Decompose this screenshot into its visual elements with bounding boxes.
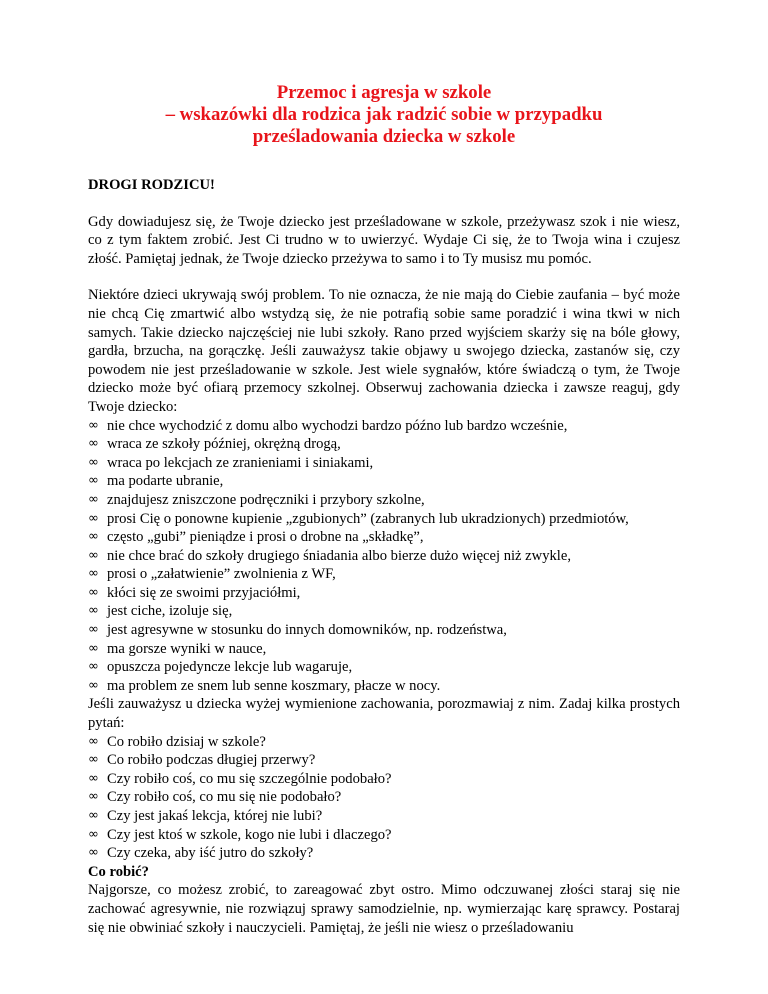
bullet-icon: ∞: [88, 845, 99, 861]
bullet-icon: ∞: [88, 659, 99, 675]
document-page: [88, 82, 680, 937]
document-title: [88, 82, 680, 148]
sign-item: [88, 584, 680, 603]
signs-intro-paragraph: Niektóre dzieci ukrywają swój problem. To nie oznacza, że nie mają do Ciebie zaufania – być może nie chcą Cię zmartwić albo wstydzą się, że nie potrafią sobie same poradzić i wina tkwi w nich samych. Takie dziecko najczęściej nie lubi szkoły. Rano przed wyjściem skarży się na bóle głowy, gardła, brzucha, na gorączkę. Jeśli zauważysz takie objawy u swojego dziecka, zastanów się, czy powodem nie jest prześladowanie w szkole. Jest wiele sygnałów, które świadczą o tym, że Twoje dziecko może być ofiarą przemocy szkolnej. Obserwuj zachowania dziecka i zawsze reaguj, gdy Twoje dziecko:: [88, 287, 680, 415]
question-item: [88, 788, 680, 807]
sign-item-text: prosi Cię o ponowne kupienie „zgubionych” (zabranych lub ukradzionych) przedmiotów,: [107, 510, 629, 527]
question-item: [88, 844, 680, 863]
bullet-icon: ∞: [88, 547, 99, 563]
sign-item-text: prosi o „załatwienie” zwolnienia z WF,: [107, 566, 336, 583]
sign-item: [88, 602, 680, 621]
question-item: [88, 751, 680, 770]
sign-item: [88, 491, 680, 510]
sign-item: [88, 677, 680, 696]
question-item-text: Co robiło dzisiaj w szkole?: [107, 733, 266, 750]
bullet-icon: ∞: [88, 826, 99, 842]
title-line-2: – wskazówki dla rodzica jak radzić sobie w przypadku: [165, 104, 603, 125]
sign-item-text: opuszcza pojedyncze lekcje lub wagaruje,: [107, 659, 353, 676]
question-item: [88, 733, 680, 752]
sign-item-text: wraca po lekcjach ze zranieniami i siniakami,: [107, 454, 374, 471]
question-item-text: Czy jest ktoś w szkole, kogo nie lubi i dlaczego?: [107, 826, 392, 843]
sign-item-text: ma problem ze snem lub senne koszmary, płacze w nocy.: [107, 677, 441, 694]
sign-item: [88, 528, 680, 547]
sign-item-text: nie chce wychodzić z domu albo wychodzi bardzo późno lub bardzo wcześnie,: [107, 417, 568, 434]
sign-item: [88, 658, 680, 677]
bullet-icon: ∞: [88, 454, 99, 470]
sign-item-text: nie chce brać do szkoły drugiego śniadania albo bierze dużo więcej niż zwykle,: [107, 547, 571, 564]
question-item: [88, 770, 680, 789]
sign-item-text: często „gubi” pieniądze i prosi o drobne na „składkę”,: [107, 529, 424, 546]
question-item: [88, 826, 680, 845]
sign-item: [88, 565, 680, 584]
bullet-icon: ∞: [88, 510, 99, 526]
bullet-icon: ∞: [88, 677, 99, 693]
question-item: [88, 807, 680, 826]
bullet-icon: ∞: [88, 566, 99, 582]
bullet-icon: ∞: [88, 789, 99, 805]
sign-item-text: ma podarte ubranie,: [107, 473, 224, 490]
bullet-icon: ∞: [88, 752, 99, 768]
bullet-icon: ∞: [88, 603, 99, 619]
bullet-icon: ∞: [88, 436, 99, 452]
bullet-icon: ∞: [88, 770, 99, 786]
question-item-text: Czy robiło coś, co mu się nie podobało?: [107, 789, 342, 806]
question-item-text: Co robiło podczas długiej przerwy?: [107, 752, 316, 769]
sign-item: [88, 472, 680, 491]
sign-item: [88, 510, 680, 529]
greeting-heading: DROGI RODZICU!: [88, 177, 215, 193]
bullet-icon: ∞: [88, 733, 99, 749]
bullet-icon: ∞: [88, 640, 99, 656]
sign-item: [88, 435, 680, 454]
bullet-icon: ∞: [88, 473, 99, 489]
signs-list: [88, 417, 680, 696]
questions-intro-paragraph: Jeśli zauważysz u dziecka wyżej wymienione zachowania, porozmawiaj z nim. Zadaj kilka prostych pytań:: [88, 696, 680, 732]
what-to-do-paragraph: Najgorsze, co możesz zrobić, to zareagować zbyt ostro. Mimo odczuwanej złości staraj się nie zachować agresywnie, nie rozwiązuj sprawy samodzielnie, np. wymierzając karę sprawcy. Postaraj się nie obwiniać szkoły i nauczycieli. Pamiętaj, że jeśli nie wiesz o prześladowaniu: [88, 882, 680, 936]
sign-item: [88, 417, 680, 436]
sign-item-text: jest agresywne w stosunku do innych domowników, np. rodzeństwa,: [107, 622, 507, 639]
bullet-icon: ∞: [88, 491, 99, 507]
question-item-text: Czy jest jakaś lekcja, której nie lubi?: [107, 808, 323, 824]
bullet-icon: ∞: [88, 622, 99, 638]
bullet-icon: ∞: [88, 417, 99, 433]
sign-item: [88, 454, 680, 473]
question-item-text: Czy robiło coś, co mu się szczególnie podobało?: [107, 770, 392, 787]
sign-item-text: ma gorsze wyniki w nauce,: [107, 640, 267, 657]
what-to-do-heading: Co robić?: [88, 863, 149, 880]
intro-paragraph: Gdy dowiadujesz się, że Twoje dziecko jest prześladowane w szkole, przeżywasz szok i nie wiesz, co z tym faktem zrobić. Jest Ci trudno w to uwierzyć. Wydaje Ci się, że to Twoja wina i czujesz złość. Pamiętaj jednak, że Twoje dziecko przeżywa to samo i to Ty musisz mu pomóc.: [88, 213, 680, 267]
bullet-icon: ∞: [88, 584, 99, 600]
question-item-text: Czy czeka, aby iść jutro do szkoły?: [107, 845, 314, 862]
title-line-3: prześladowania dziecka w szkole: [252, 126, 516, 147]
bullet-icon: ∞: [88, 529, 99, 545]
sign-item: [88, 621, 680, 640]
sign-item-text: jest ciche, izoluje się,: [107, 603, 233, 620]
title-line-1: Przemoc i agresja w szkole: [276, 82, 492, 103]
questions-list: [88, 733, 680, 863]
sign-item-text: wraca ze szkoły później, okrężną drogą,: [107, 436, 341, 453]
sign-item-text: znajdujesz zniszczone podręczniki i przybory szkolne,: [107, 491, 425, 508]
bullet-icon: ∞: [88, 808, 99, 823]
sign-item: [88, 547, 680, 566]
sign-item: [88, 640, 680, 659]
sign-item-text: kłóci się ze swoimi przyjaciółmi,: [107, 584, 301, 601]
